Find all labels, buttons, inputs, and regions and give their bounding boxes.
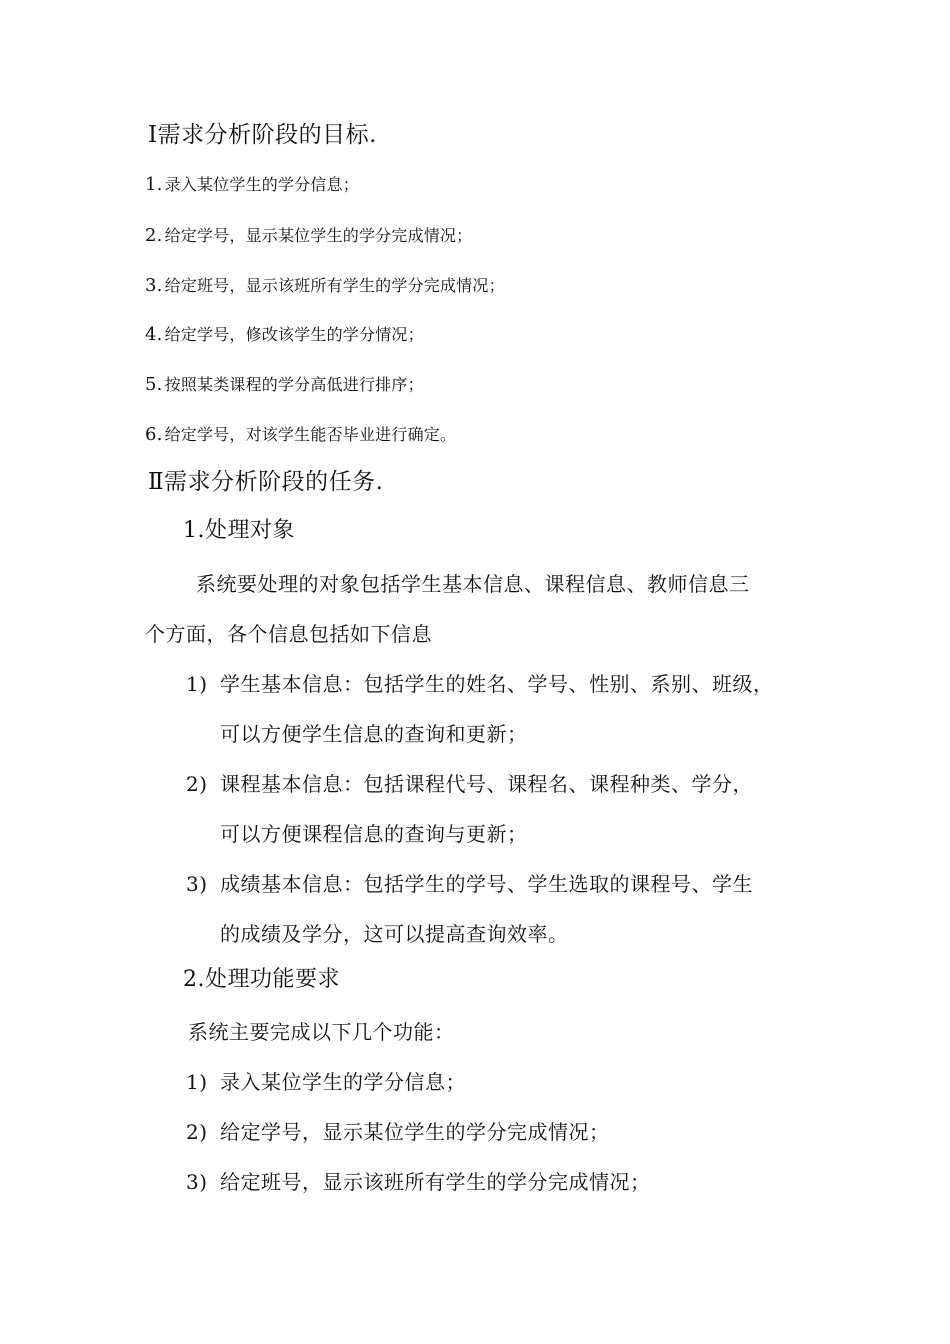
item-text: 按照某类课程的学分高低进行排序； bbox=[164, 375, 424, 394]
paragraph-line: 系统要处理的对象包括学生基本信息、课程信息、教师信息三 bbox=[196, 572, 750, 596]
item-number: 4. bbox=[145, 324, 163, 345]
paragraph-line: 个方面，各个信息包括如下信息 bbox=[145, 622, 432, 646]
paragraph-line: 系统主要完成以下几个功能： bbox=[188, 1020, 455, 1044]
list-item bbox=[186, 674, 774, 694]
item-number: 1) bbox=[186, 1070, 208, 1094]
list-item-continuation: 可以方便课程信息的查询与更新； bbox=[220, 822, 528, 846]
item-number: 2) bbox=[186, 1120, 208, 1144]
item-text: 学生基本信息：包括学生的姓名、学号、性别、系别、班级， bbox=[220, 672, 774, 696]
item-text: 录入某位学生的学分信息； bbox=[164, 175, 359, 194]
list-item bbox=[186, 1172, 651, 1192]
item-number: 3. bbox=[145, 275, 163, 296]
list-item-continuation: 的成绩及学分，这可以提高查询效率。 bbox=[220, 922, 569, 946]
item-number: 6. bbox=[145, 424, 163, 445]
list-item bbox=[186, 1122, 610, 1142]
subsection-title: 1.处理对象 bbox=[183, 518, 295, 543]
item-text: 给定学号，修改该学生的学分情况； bbox=[164, 325, 424, 344]
section1-item bbox=[145, 376, 424, 394]
section1-item bbox=[145, 227, 472, 245]
item-number: 2) bbox=[186, 772, 208, 796]
list-item bbox=[186, 774, 753, 794]
list-item bbox=[186, 1072, 466, 1092]
item-number: 5. bbox=[145, 374, 163, 395]
section2-title: Ⅱ需求分析阶段的任务. bbox=[148, 469, 384, 495]
section1-title: Ⅰ需求分析阶段的目标. bbox=[148, 122, 377, 148]
item-text: 课程基本信息：包括课程代号、课程名、课程种类、学分， bbox=[220, 772, 753, 796]
item-number: 2. bbox=[145, 225, 163, 246]
item-text: 成绩基本信息：包括学生的学号、学生选取的课程号、学生 bbox=[220, 872, 753, 896]
list-item-continuation: 可以方便学生信息的查询和更新； bbox=[220, 722, 528, 746]
item-number: 1) bbox=[186, 672, 208, 696]
item-text: 给定学号，对该学生能否毕业进行确定。 bbox=[164, 425, 457, 444]
item-text: 录入某位学生的学分信息； bbox=[220, 1070, 466, 1094]
item-text: 给定学号，显示某位学生的学分完成情况； bbox=[220, 1120, 610, 1144]
item-number: 3) bbox=[186, 872, 208, 896]
section1-item bbox=[145, 326, 424, 344]
item-text: 给定班号，显示该班所有学生的学分完成情况； bbox=[164, 276, 505, 295]
section1-item bbox=[145, 176, 359, 194]
item-text: 给定班号，显示该班所有学生的学分完成情况； bbox=[220, 1170, 651, 1194]
section1-item bbox=[145, 426, 456, 444]
item-text: 给定学号，显示某位学生的学分完成情况； bbox=[164, 226, 473, 245]
item-number: 3) bbox=[186, 1170, 208, 1194]
item-number: 1. bbox=[145, 174, 163, 195]
section1-item bbox=[145, 277, 505, 295]
list-item bbox=[186, 874, 753, 894]
subsection-title: 2.处理功能要求 bbox=[183, 967, 340, 992]
